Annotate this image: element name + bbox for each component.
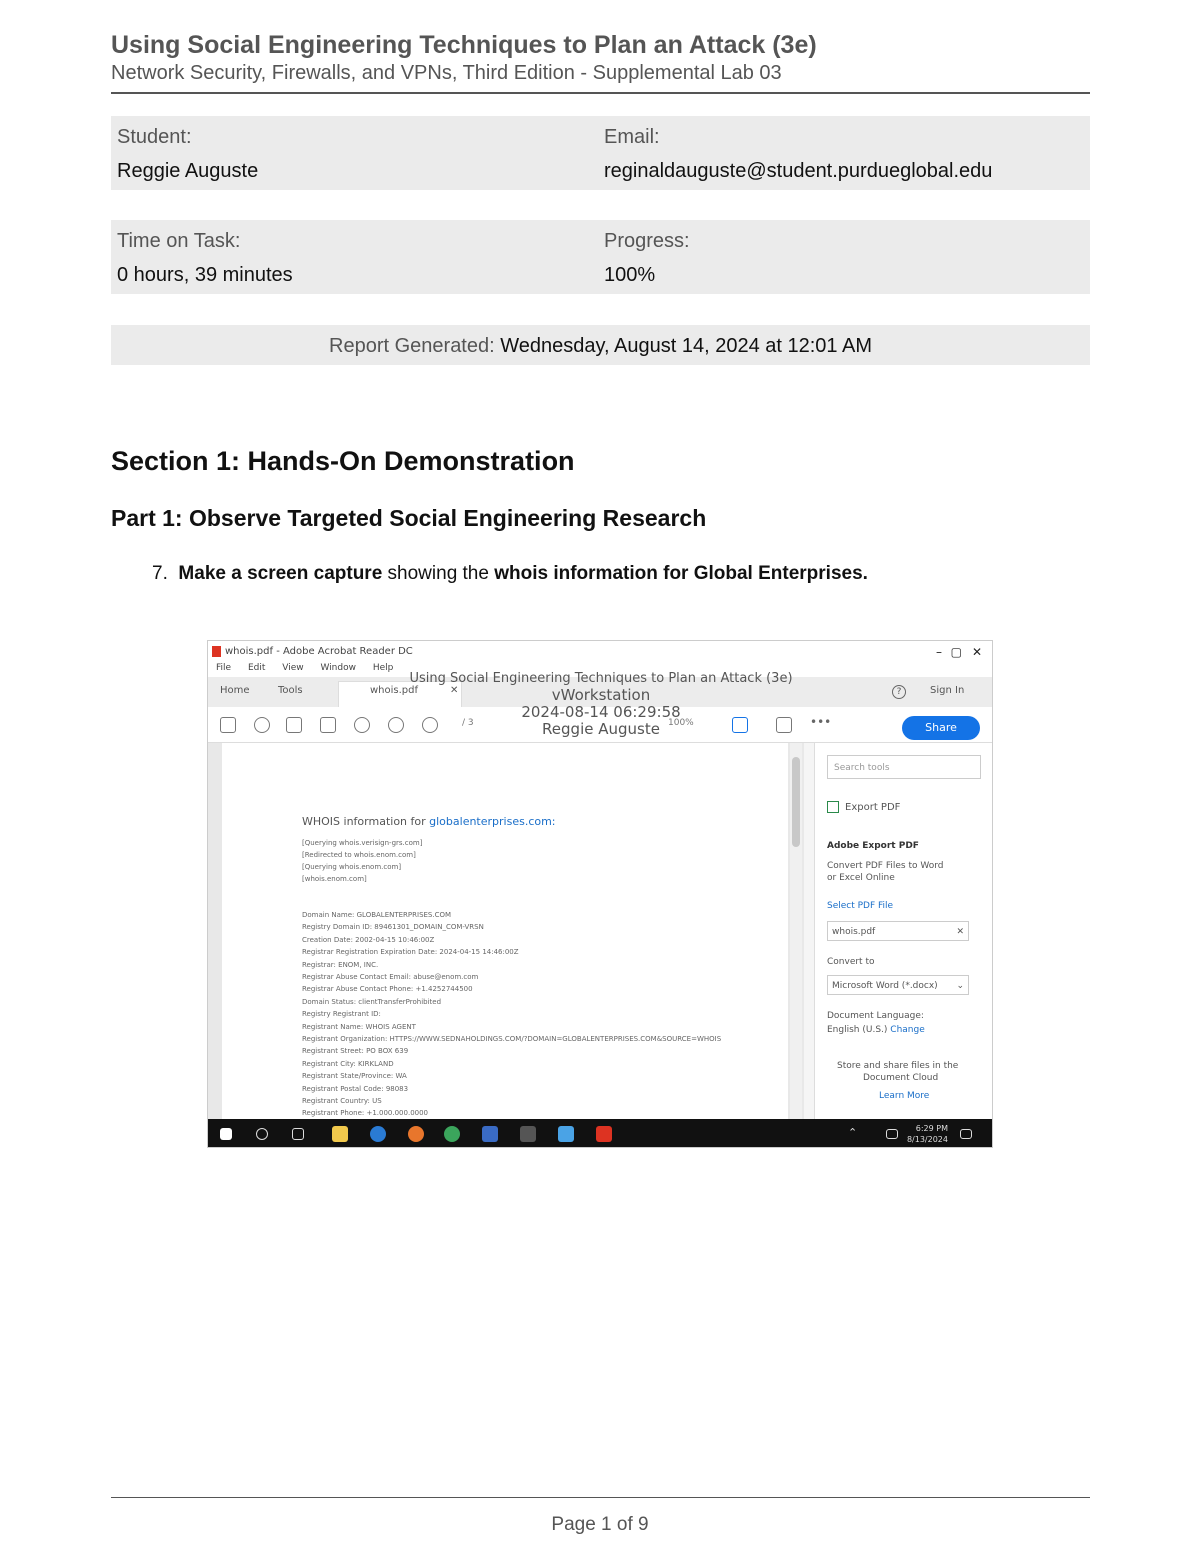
tab-close-icon[interactable]: ✕	[450, 685, 459, 696]
whois-line: Domain Status: clientTransferProhibited	[302, 997, 442, 1006]
whois-line: Registrant Country: US	[302, 1097, 382, 1105]
tab-home[interactable]: Home	[220, 685, 250, 696]
tab-tools[interactable]: Tools	[278, 685, 303, 696]
page-count: / 3	[462, 718, 474, 728]
firefox-icon[interactable]	[408, 1126, 424, 1142]
adobe-export-title: Adobe Export PDF	[827, 841, 919, 851]
export-pdf-label: Export PDF	[845, 802, 901, 813]
format-select[interactable]	[827, 975, 969, 995]
format-value: Microsoft Word (*.docx)	[832, 981, 938, 991]
convert-desc-2: or Excel Online	[827, 873, 895, 883]
email-value: reginaldauguste@student.purdueglobal.edu	[604, 160, 993, 182]
report-generated-value: Wednesday, August 14, 2024 at 12:01 AM	[500, 335, 872, 357]
file-explorer-icon[interactable]	[332, 1126, 348, 1142]
document-subtitle: Network Security, Firewalls, and VPNs, Third Edition - Supplemental Lab 03	[111, 62, 782, 84]
report-generated-box	[111, 325, 1090, 365]
document-scroll-thumb[interactable]	[792, 757, 800, 847]
step-bold-1: Make a screen capture	[178, 563, 383, 584]
progress-value: 100%	[604, 264, 656, 286]
search-icon[interactable]	[256, 1128, 268, 1140]
share-label: Share	[925, 721, 957, 734]
watermark-timestamp: 2024-08-14 06:29:58	[521, 703, 681, 721]
page-footer: Page 1 of 9	[551, 1514, 649, 1535]
acrobat-icon	[212, 646, 221, 657]
tray-network-icon[interactable]	[886, 1129, 898, 1139]
menu-view[interactable]: View	[282, 663, 304, 673]
remove-file-icon[interactable]: ✕	[956, 927, 964, 937]
store-desc-1: Store and share files in the	[837, 1061, 959, 1071]
footer-divider	[111, 1497, 1090, 1498]
watermark-name: Reggie Auguste	[542, 720, 660, 738]
student-info-box	[111, 116, 1090, 190]
document-title: Using Social Engineering Techniques to Plan an Attack (3e)	[111, 31, 817, 59]
step-instruction	[152, 563, 868, 585]
export-pdf-header[interactable]	[827, 801, 900, 813]
whois-line: Registrar Registration Expiration Date: 2024-04-15 14:46:00Z	[302, 948, 519, 957]
email-cell	[598, 116, 1085, 190]
selected-file-name: whois.pdf	[832, 927, 876, 937]
acrobat-taskbar-icon[interactable]	[596, 1126, 612, 1142]
task-view-icon[interactable]	[292, 1128, 304, 1140]
maximize-icon[interactable]: ▢	[950, 645, 962, 659]
whois-line: [Redirected to whois.enom.com]	[302, 851, 416, 859]
student-label: Student:	[117, 126, 192, 148]
convert-desc-1: Convert PDF Files to Word	[827, 861, 944, 871]
time-cell	[111, 220, 598, 294]
tools-pane	[814, 743, 993, 1119]
whois-heading-text: WHOIS information for	[302, 815, 430, 828]
more-icon[interactable]: •••	[810, 715, 832, 729]
whois-line: Registry Registrant ID:	[302, 1010, 381, 1019]
sign-in-link[interactable]: Sign In	[930, 685, 965, 696]
whois-line: Registrant State/Province: WA	[302, 1072, 407, 1081]
minimize-icon[interactable]: –	[936, 645, 942, 659]
screen-capture	[207, 640, 993, 1148]
whois-line: Registrar: ENOM, INC.	[302, 960, 379, 969]
learn-more-link[interactable]: Learn More	[879, 1091, 930, 1101]
window-title: whois.pdf - Adobe Acrobat Reader DC	[225, 646, 413, 657]
whois-line: Creation Date: 2002-04-15 10:46:00Z	[302, 935, 435, 944]
whois-line: Registrant Phone: +1.000.000.0000	[302, 1109, 429, 1118]
whois-line: [Querying whois.enom.com]	[302, 863, 402, 871]
tray-chevron-icon[interactable]: ⌃	[848, 1126, 858, 1139]
whois-line: Registrant Name: WHOIS AGENT	[302, 1022, 416, 1031]
taskbar-clock[interactable]	[907, 1123, 948, 1145]
edge-icon[interactable]	[370, 1126, 386, 1142]
whois-line: [Querying whois.verisign-grs.com]	[302, 839, 423, 847]
chrome-icon[interactable]	[444, 1126, 460, 1142]
student-cell	[111, 116, 598, 190]
whois-domain-link[interactable]: globalenterprises.com:	[429, 815, 556, 828]
report-generated-label: Report Generated:	[329, 335, 495, 357]
whois-line: Domain Name: GLOBALENTERPRISES.COM	[302, 911, 452, 919]
app-icon[interactable]	[482, 1126, 498, 1142]
whois-line: Registrant Postal Code: 98083	[302, 1084, 409, 1093]
whois-heading	[302, 815, 556, 828]
doc-language-label: Document Language:	[827, 1011, 924, 1021]
time-on-task-label: Time on Task:	[117, 230, 241, 252]
chevron-down-icon: ⌄	[956, 981, 964, 991]
document-header	[111, 30, 1090, 94]
menu-file[interactable]: File	[216, 663, 232, 673]
export-pdf-icon	[827, 801, 839, 813]
network-icon[interactable]	[558, 1126, 574, 1142]
whois-line: Registrant Street: PO BOX 639	[302, 1047, 409, 1056]
taskbar-time: 6:29 PM	[915, 1124, 948, 1133]
lab-watermark	[208, 670, 993, 738]
step-number: 7.	[152, 563, 168, 584]
language-row	[827, 1025, 925, 1035]
task-info-box	[111, 220, 1090, 294]
change-language-link[interactable]: Change	[890, 1025, 925, 1035]
student-name: Reggie Auguste	[117, 160, 259, 182]
select-file-link[interactable]: Select PDF File	[827, 901, 894, 911]
step-text: showing the	[382, 563, 495, 584]
whois-line: Registrar Abuse Contact Email: abuse@enom.com	[302, 973, 479, 981]
section-title: Section 1: Hands-On Demonstration	[111, 446, 575, 476]
notifications-icon[interactable]	[960, 1129, 972, 1139]
windows-taskbar	[208, 1119, 993, 1148]
watermark-workstation: vWorkstation	[551, 686, 651, 704]
menu-edit[interactable]: Edit	[247, 663, 266, 673]
whois-line: [whois.enom.com]	[302, 875, 367, 883]
convert-to-label: Convert to	[827, 957, 875, 967]
selected-file-field[interactable]	[827, 921, 969, 941]
language-value: English (U.S.)	[827, 1025, 888, 1035]
store-desc-2: Document Cloud	[863, 1073, 939, 1083]
tab-whois-pdf[interactable]: whois.pdf	[370, 685, 419, 696]
whois-line: Registry Domain ID: 89461301_DOMAIN_COM-VRSN	[302, 923, 484, 932]
email-label: Email:	[604, 126, 660, 148]
search-tools-input[interactable]: Search tools	[827, 755, 981, 779]
taskbar-date: 8/13/2024	[906, 1135, 948, 1144]
menu-window[interactable]: Window	[320, 663, 356, 673]
document-view[interactable]	[208, 743, 804, 1119]
watermark-title: Using Social Engineering Techniques to Plan an Attack (3e)	[409, 671, 793, 686]
close-icon[interactable]: ✕	[971, 645, 982, 659]
window-titlebar	[208, 641, 992, 663]
whois-line: Registrar Abuse Contact Phone: +1.4252744500	[302, 985, 473, 994]
progress-label: Progress:	[604, 230, 690, 252]
time-on-task-value: 0 hours, 39 minutes	[117, 264, 293, 286]
whois-line: Registrant City: KIRKLAND	[302, 1059, 394, 1068]
terminal-icon[interactable]	[520, 1126, 536, 1142]
zoom-level[interactable]: 100%	[668, 718, 694, 728]
menu-help[interactable]: Help	[372, 663, 394, 673]
start-icon[interactable]	[220, 1128, 232, 1140]
whois-line: Registrant Organization: HTTPS://WWW.SEDNAHOLDINGS.COM/?DOMAIN=GLOBALENTERPRISES.COM&SOURCE=WHOIS	[302, 1035, 722, 1043]
step-bold-2: whois information for Global Enterprises.	[494, 563, 868, 584]
help-icon[interactable]: ?	[892, 685, 906, 699]
pdf-page	[222, 743, 788, 1119]
progress-cell	[598, 220, 1085, 294]
part-title: Part 1: Observe Targeted Social Engineering Research	[111, 505, 707, 531]
